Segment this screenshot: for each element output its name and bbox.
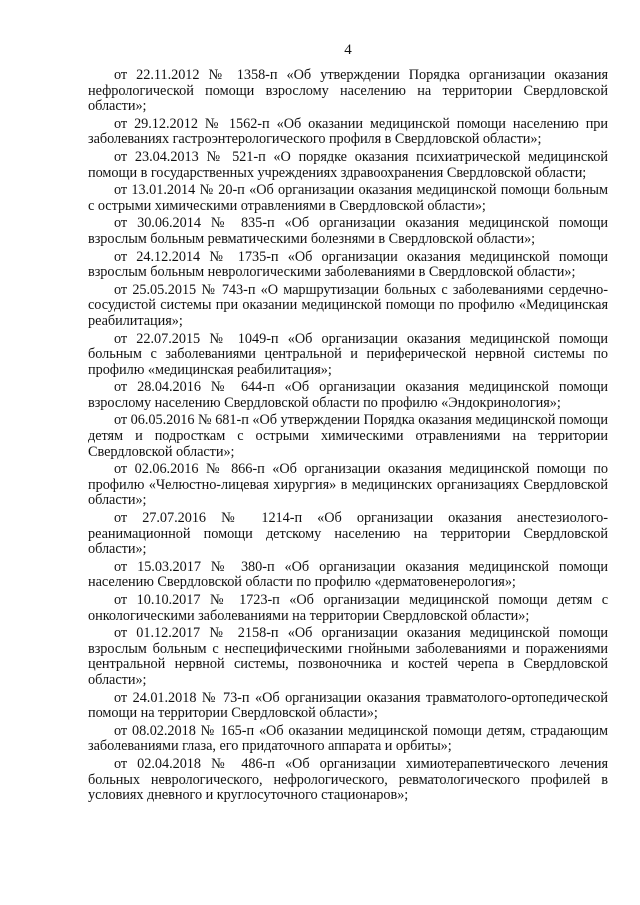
decree-entry: от 01.12.2017 № 2158-п «Об организации оказания медицинской помощи взрослым больным с неспецифическими гнойными заболеваниями и поражениями центральной нервной системы, позвоночника и костей черепа в Свердловской области»; bbox=[88, 625, 608, 688]
decree-list bbox=[88, 68, 608, 804]
decree-entry: от 22.11.2012 № 1358-п «Об утверждении Порядка организации оказания нефрологической помощи взрослому населению на территории Свердловской области»; bbox=[88, 67, 608, 115]
decree-entry: от 02.04.2018 № 486-п «Об организации химиотерапевтического лечения больных неврологического, нефрологического, ревматологического профилей в условиях дневного и круглосуточного стационаров»; bbox=[88, 755, 608, 804]
decree-entry: от 23.04.2013 № 521-п «О порядке оказания психиатрической медицинской помощи в государственных учреждениях здравоохранения Свердловской области; bbox=[88, 148, 608, 181]
decree-entry: от 29.12.2012 № 1562-п «Об оказании медицинской помощи населению при заболеваниях гастроэнтерологического профиля в Свердловской области»; bbox=[88, 115, 608, 148]
decree-entry: от 22.07.2015 № 1049-п «Об организации оказания медицинской помощи больным с заболеваниями центральной и периферической нервной системы по профилю «медицинская реабилитация»; bbox=[88, 330, 608, 378]
document-page bbox=[88, 40, 608, 806]
decree-entry: от 25.05.2015 № 743-п «О маршрутизации больных с заболеваниями сердечно-сосудистой системы при оказании медицинской помощи по профилю «Медицинская реабилитация»; bbox=[88, 281, 608, 329]
decree-entry: от 02.06.2016 № 866-п «Об организации оказания медицинской помощи по профилю «Челюстно-лицевая хирургия» в медицинских организациях Свердловской области»; bbox=[88, 461, 608, 509]
decree-entry: от 06.05.2016 № 681-п «Об утверждении Порядка оказания медицинской помощи детям и подросткам с острыми химическими отравлениями на территории Свердловской области»; bbox=[88, 412, 608, 460]
decree-entry: от 13.01.2014 № 20-п «Об организации оказания медицинской помощи больным с острыми химическими отравлениями в Свердловской области»; bbox=[88, 182, 608, 214]
decree-entry: от 10.10.2017 № 1723-п «Об организации медицинской помощи детям с онкологическими заболеваниями на территории Свердловской области»; bbox=[88, 592, 608, 624]
decree-entry: от 08.02.2018 № 165-п «Об оказании медицинской помощи детям, страдающим заболеваниями глаза, его придаточного аппарата и орбиты»; bbox=[88, 722, 608, 755]
decree-entry: от 24.01.2018 № 73-п «Об организации оказания травматолого-ортопедической помощи на территории Свердловской области»; bbox=[88, 689, 608, 722]
decree-entry: от 24.12.2014 № 1735-п «Об организации оказания медицинской помощи взрослым больным неврологическими заболеваниями в Свердловской области»; bbox=[88, 248, 608, 281]
page-number: 4 bbox=[344, 42, 352, 58]
decree-entry: от 27.07.2016 № 1214-п «Об организации оказания анестезиолого-реанимационной помощи детскому населению на территории Свердловской области»; bbox=[88, 510, 608, 558]
decree-entry: от 30.06.2014 № 835-п «Об организации оказания медицинской помощи взрослым больным ревматическими болезнями в Свердловской области»; bbox=[88, 215, 608, 247]
decree-entry: от 28.04.2016 № 644-п «Об организации оказания медицинской помощи взрослому населению Свердловской области по профилю «Эндокринология»; bbox=[88, 379, 608, 411]
decree-entry: от 15.03.2017 № 380-п «Об организации оказания медицинской помощи населению Свердловской области по профилю «дерматовенерология»; bbox=[88, 558, 608, 591]
